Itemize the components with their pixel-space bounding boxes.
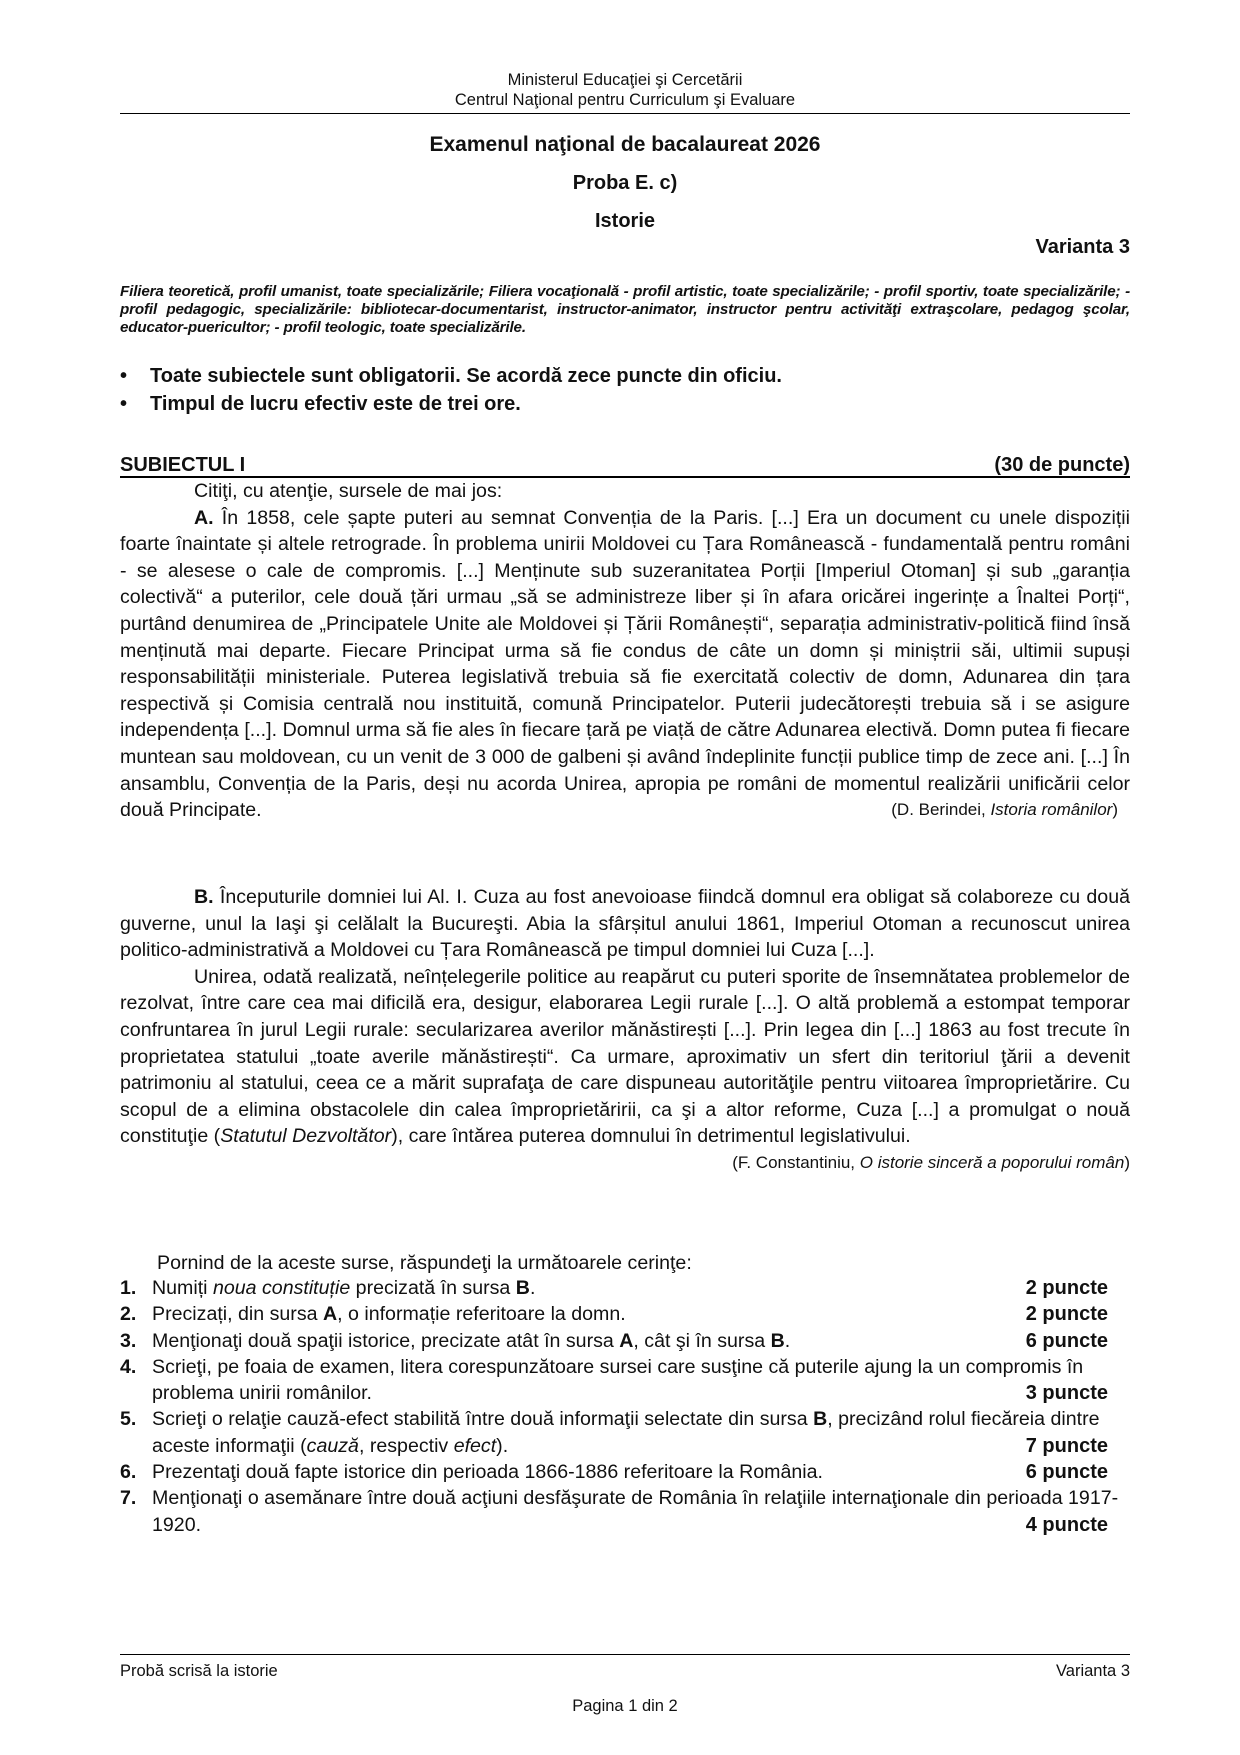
exam-rules bbox=[120, 362, 1130, 418]
exam-title: Examenul naţional de bacalaureat 2026 bbox=[429, 133, 821, 156]
ministry-name: Ministerul Educaţiei şi Cercetării bbox=[507, 71, 743, 89]
page-header bbox=[120, 70, 1130, 110]
questions-list bbox=[120, 1275, 1130, 1538]
rule-item: • Timpul de lucru efectiv este de trei ore. bbox=[120, 390, 1130, 418]
subject-heading bbox=[120, 454, 1130, 478]
footer-variant: Varianta 3 bbox=[1056, 1662, 1130, 1680]
instruction-text: Citiţi, cu atenţie, sursele de mai jos: bbox=[194, 480, 503, 502]
question-item: 3. Menţionaţi două spaţii istorice, precizate atât în sursa A, cât şi în sursa B. 6 puncte bbox=[120, 1328, 1130, 1354]
header-divider bbox=[120, 113, 1130, 114]
question-points: 7 puncte bbox=[1025, 1434, 1108, 1457]
exam-variant: Varianta 3 bbox=[1035, 236, 1130, 258]
footer-exam-name: Probă scrisă la istorie bbox=[120, 1662, 278, 1680]
bullet-icon: • bbox=[120, 393, 128, 415]
question-item: 5. Scrieţi o relaţie cauză-efect stabilită între două informaţii selectate din sursa B, precizând rolul fiecăreia dintre aceste informaţii (cauză, respectiv efect). 7 puncte bbox=[120, 1406, 1130, 1459]
question-item: 2. Precizați, din sursa A, o informație referitoare la domn. 2 puncte bbox=[120, 1301, 1130, 1327]
subject-points: (30 de puncte) bbox=[994, 454, 1130, 476]
center-name: Centrul Naţional pentru Curriculum şi Evaluare bbox=[454, 91, 796, 109]
footer-divider bbox=[120, 1654, 1130, 1655]
source-b-block bbox=[120, 884, 1130, 1177]
question-points: 6 puncte bbox=[1025, 1329, 1108, 1352]
exam-subject: Istorie bbox=[594, 210, 656, 232]
source-b-citation: (F. Constantiniu, O istorie sinceră a poporului român) bbox=[732, 1152, 1130, 1172]
questions-intro: Pornind de la aceste surse, răspundeţi la următoarele cerinţe: bbox=[157, 1252, 692, 1274]
question-item: 4. Scrieţi, pe foaia de examen, litera corespunzătoare sursei care susţine că puterile ajung la un compromis în problema unirii românilor. 3 puncte bbox=[120, 1354, 1130, 1407]
question-points: 6 puncte bbox=[1025, 1461, 1108, 1484]
question-points: 2 puncte bbox=[1025, 1277, 1108, 1299]
source-a-citation: (D. Berindei, Istoria românilor) bbox=[891, 800, 1118, 820]
source-a-text: A. În 1858, cele șapte puteri au semnat Convenția de la Paris. [...] Era un document cu unele dispoziții foarte înaintate și altele retrograde. În problema unirii Moldovei cu Țara Românească - fundamentală pentru români - se alesese o cale de compromis. [...] Menținute sub suzeranitatea Porții [Imperiul Otoman] și sub „garanția colectivă“ a puterilor, cele două țări urmau „să se administreze liber și în afara oricărei ingerințe a Înaltei Porți“, purtând denumirea de „Principatele Unite ale Moldovei și Țării Românești“, separația administrativ-politică fiind însă menținută mai departe. Fiecare Principat urma să fie condus de câte un domn și miniștrii săi, ultimii supuși responsabilității ministeriale. Puterea legislativă trebuia să fie exercitată colectiv de domn, Adunarea din țara respectivă și Comisia centrală nou instituită, comună Principatelor. Puterii judecătorești trebuia să i se asigure independența [...]. Domnul urma să fie ales în fiecare țară pe viață de către Adunarea electivă. Domn putea fi fiecare muntean sau moldovean, cu un venit de 3 000 de galbeni și având îndeplinite funcții publice timp de zece ani. [...] În ansamblu, Convenția de la Paris, deși nu acorda Unirea, apropia pe români de momentul realizării unificării celor două Principate. (D. Berindei, Istoria românilor) bbox=[120, 505, 1130, 824]
filiera-text: Filiera teoretică, profil umanist, toate specializările; Filiera vocaţională - profil artistic, toate specializările; - profil sportiv, toate specializările; - profil pedagogic, specializările: bibliotecar-documentarist, instructor-animator, instructor pentru activităţi extraşcolare, pedagog şcolar, educator-puericultor; - profil teologic, toate specializările. bbox=[120, 283, 1130, 336]
exam-proba: Proba E. c) bbox=[572, 172, 678, 194]
exam-page bbox=[120, 0, 1130, 1755]
page-number: Pagina 1 din 2 bbox=[572, 1697, 678, 1715]
source-b-letter: B. bbox=[194, 886, 214, 908]
source-b-paragraph-2: Unirea, odată realizată, neînțelegerile politice au reapărut cu puteri sporite de însemnătatea problemelor de rezolvat, între care cea mai dificilă era, desigur, elaborarea Legii rurale [...]. O altă problemă a estompat temporar confruntarea în jurul Legii rurale: secularizarea averilor mănăstirești [...]. Prin legea din [...] 1863 au fost trecute în proprietatea statului „toate averile mănăstirești“. Ca urmare, aproximativ un sfert din teritoriul ţării a devenit patrimoniu al statului, ceea ce a mărit suprafaţa de care dispuneau autorităţile pentru viitoarea împroprietărire. Cu scopul de a elimina obstacolele din calea împroprietăririi, ca şi a altor reforme, Cuza [...] a promulgat o nouă constituţie (Statutul Dezvoltător), care întărea puterea domnului în detrimentul legislativului. bbox=[120, 965, 1130, 1148]
question-item: 7. Menţionaţi o asemănare între două acţiuni desfăşurate de România în relaţiile internaţionale din perioada 1917-1920. 4 puncte bbox=[120, 1485, 1130, 1538]
question-item: 1. Numiți noua constituție precizată în sursa B. 2 puncte bbox=[120, 1275, 1130, 1301]
question-points: 3 puncte bbox=[1025, 1382, 1108, 1405]
subject-label: SUBIECTUL I bbox=[120, 454, 246, 476]
source-b-paragraph-1: B. Începuturile domniei lui Al. I. Cuza au fost anevoioase fiindcă domnul era obligat să colaboreze cu două guverne, unul la Iaşi şi celălalt la Bucureşti. Abia la sfârșitul anului 1861, Imperiul Otoman a recunoscut unirea politico-administrativă a Moldovei cu Țara Românească pe timpul domniei lui Cuza [...]. bbox=[120, 886, 1130, 962]
source-a-letter: A. bbox=[194, 506, 214, 529]
bullet-icon: • bbox=[120, 365, 128, 387]
question-points: 4 puncte bbox=[1025, 1513, 1108, 1536]
source-a-block bbox=[120, 478, 1130, 824]
question-item: 6. Prezentaţi două fapte istorice din perioada 1866-1886 referitoare la România. 6 puncte bbox=[120, 1459, 1130, 1485]
rule-item: • Toate subiectele sunt obligatorii. Se acordă zece puncte din oficiu. bbox=[120, 362, 1130, 390]
question-points: 2 puncte bbox=[1025, 1303, 1108, 1326]
